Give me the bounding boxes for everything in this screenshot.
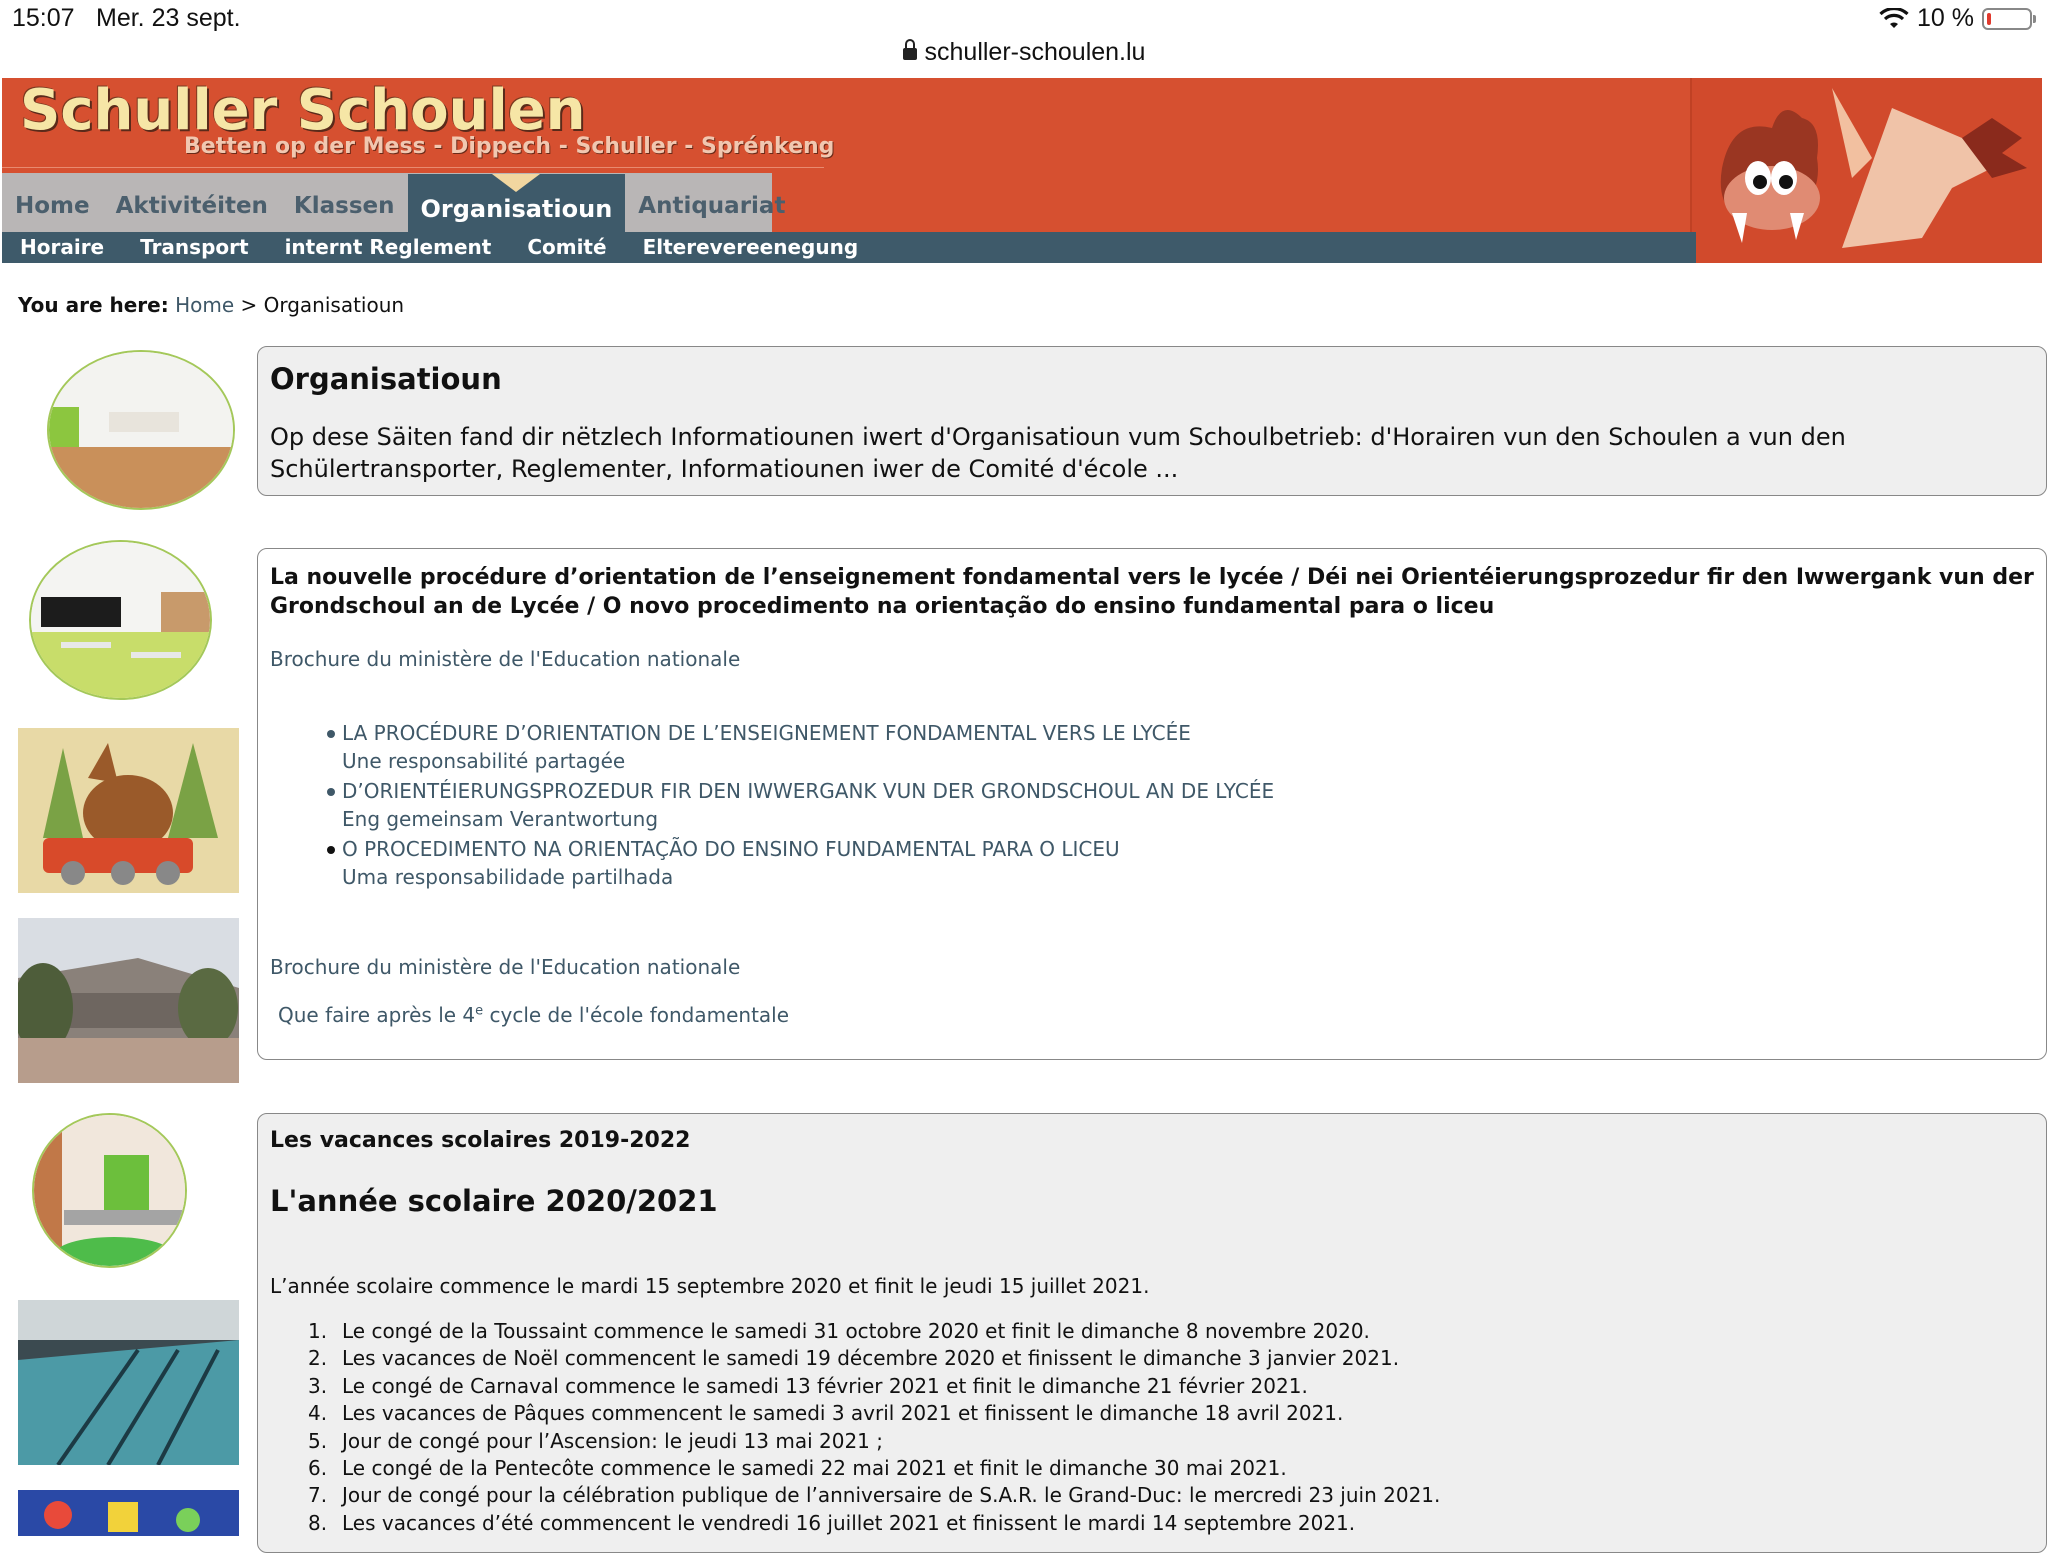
orientation-link-pt[interactable]: O PROCEDIMENTO NA ORIENTAÇÃO DO ENSINO FUNDAMENTAL PARA O LICEU — [342, 837, 1120, 861]
list-item: 7. Jour de congé pour la célébration publique de l’anniversaire de S.A.R. le Grand-Duc: le mercredi 23 juin 2021. — [308, 1483, 1441, 1508]
orientation-sub-pt: Uma responsabilidade partilhada — [342, 865, 674, 889]
main-nav — [2, 174, 798, 232]
orientation-sub-lu: Eng gemeinsam Verantwortung — [342, 807, 659, 831]
nav-organisatioun[interactable]: Organisatioun — [408, 174, 626, 232]
holiday-text: Le congé de la Pentecôte commence le samedi 22 mai 2021 et finit le dimanche 30 mai 2021. — [342, 1456, 1287, 1481]
reading-corner-photo — [32, 1113, 187, 1268]
holiday-text: Le congé de la Toussaint commence le samedi 31 octobre 2020 et finit le dimanche 8 novembre 2020. — [342, 1319, 1370, 1343]
subnav-horaire[interactable]: Horaire — [20, 235, 105, 259]
status-date: Mer. 23 sept. — [96, 4, 241, 32]
dragon-mascot-image — [1690, 78, 2042, 263]
holiday-text: Jour de congé pour la célébration publique de l’anniversaire de S.A.R. le Grand-Duc: le mercredi 23 juin 2021. — [342, 1483, 1441, 1508]
list-item: 5. Jour de congé pour l’Ascension: le jeudi 13 mai 2021 ; — [308, 1428, 883, 1453]
fox-drawing-image — [18, 728, 239, 893]
list-item: 3. Le congé de Carnaval commence le samedi 13 février 2021 et finit le dimanche 21 février 2021. — [308, 1373, 1308, 1398]
wifi-icon — [1879, 8, 1909, 30]
subnav-eltervereenegung[interactable]: Elterevereenegung — [642, 235, 859, 259]
breadcrumb-current: Organisatioun — [263, 293, 405, 317]
nav-antiquariat[interactable]: Antiquariat — [638, 193, 786, 219]
orientation-link-fr[interactable]: LA PROCÉDURE D’ORIENTATION DE L’ENSEIGNEMENT FONDAMENTAL VERS LE LYCÉE — [342, 721, 1191, 745]
status-bar — [0, 0, 2048, 40]
brochure-link-2[interactable]: Brochure du ministère de l'Education nationale — [270, 955, 741, 979]
swimming-pool-photo — [18, 1300, 239, 1465]
breadcrumb — [18, 293, 404, 317]
breadcrumb-separator: > — [240, 293, 258, 317]
lock-icon — [903, 48, 917, 60]
status-time: 15:07 — [12, 4, 75, 32]
holiday-text: Jour de congé pour l’Ascension: le jeudi 13 mai 2021 ; — [342, 1428, 883, 1453]
breadcrumb-home-link[interactable]: Home — [175, 293, 235, 317]
classroom-photo-1 — [47, 350, 235, 510]
site-header — [2, 78, 2042, 263]
status-right — [1879, 4, 2032, 33]
list-item[interactable] — [270, 835, 1970, 891]
nav-klassen[interactable]: Klassen — [293, 193, 395, 219]
site-subtitle: Betten op der Mess - Dippech - Schuller - Sprénkeng — [184, 134, 835, 159]
address-bar[interactable] — [0, 38, 2048, 78]
orientation-link-list — [270, 719, 1970, 893]
list-item: 2. Les vacances de Noël commencent le samedi 19 décembre 2020 et finissent le dimanche 3 janvier 2021. — [308, 1346, 1400, 1371]
header-divider — [2, 167, 824, 168]
orientation-link-lu[interactable]: D’ORIENTÉIERUNGSPROZEDUR FIR DEN IWWERGANK VUN DER GRONDSCHOUL AN DE LYCÉE — [342, 779, 1275, 803]
battery-percent: 10 % — [1917, 4, 1974, 32]
school-year-title: L'année scolaire 2020/2021 — [270, 1184, 718, 1218]
holiday-text: Le congé de Carnaval commence le samedi 13 février 2021 et finit le dimanche 21 février 2021. — [342, 1373, 1308, 1398]
holiday-text: Les vacances d’été commencent le vendredi 16 juillet 2021 et finissent le mardi 14 septembre 2021. — [342, 1510, 1356, 1535]
orientation-sub-fr: Une responsabilité partagée — [342, 749, 626, 773]
after-cycle-text-post: cycle de l'école fondamentale — [483, 1003, 790, 1027]
brochure-link-1[interactable]: Brochure du ministère de l'Education nationale — [270, 647, 741, 671]
orientation-box — [257, 548, 2047, 1060]
list-item: 4. Les vacances de Pâques commencent le samedi 3 avril 2021 et finissent le dimanche 18 avril 2021. — [308, 1401, 1344, 1426]
nav-aktiviteiten[interactable]: Aktivitéiten — [115, 193, 268, 219]
subnav-internt-reglement[interactable]: internt Reglement — [284, 235, 492, 259]
after-cycle-text-pre: Que faire après le 4 — [278, 1003, 476, 1027]
site-title[interactable]: Schuller Schoulen — [20, 78, 586, 143]
holiday-text: Les vacances de Noël commencent le samedi 19 décembre 2020 et finissent le dimanche 3 janvier 2021. — [342, 1346, 1400, 1371]
school-year-intro: L’année scolaire commence le mardi 15 septembre 2020 et finit le jeudi 15 juillet 2021. — [270, 1274, 1150, 1298]
holiday-list — [270, 1318, 2030, 1537]
after-cycle-link[interactable] — [278, 1003, 789, 1027]
school-building-photo — [18, 918, 239, 1083]
breadcrumb-label: You are here: — [18, 293, 169, 317]
vacances-box — [257, 1113, 2047, 1553]
vacances-title: Les vacances scolaires 2019-2022 — [270, 1128, 691, 1153]
list-item[interactable] — [270, 777, 1970, 833]
after-cycle-superscript: e — [475, 1003, 484, 1019]
dragon-mascot-icon — [1692, 78, 2042, 263]
orientation-title: La nouvelle procédure d’orientation de l’enseignement fondamental vers le lycée / Déi nei Orientéierungsprozedur fir den Iwwergank vun der Grondschoul an de Lycée / O novo procedimento na orientação do ensino fundamental para o liceu — [270, 565, 2034, 619]
url-text: schuller-schoulen.lu — [924, 38, 1146, 66]
list-item[interactable] — [270, 719, 1970, 775]
intro-box — [257, 346, 2047, 496]
list-item: 1. Le congé de la Toussaint commence le samedi 31 octobre 2020 et finit le dimanche 8 novembre 2020. — [308, 1319, 1370, 1343]
subnav-comite[interactable]: Comité — [527, 235, 607, 259]
list-item: 8. Les vacances d’été commencent le vendredi 16 juillet 2021 et finissent le mardi 14 septembre 2021. — [308, 1510, 1356, 1535]
colorful-drawing-image — [18, 1490, 239, 1536]
battery-icon — [1982, 8, 2032, 30]
list-item: 6. Le congé de la Pentecôte commence le samedi 22 mai 2021 et finit le dimanche 30 mai 2021. — [308, 1456, 1287, 1481]
nav-home[interactable]: Home — [15, 193, 90, 219]
holiday-text: Les vacances de Pâques commencent le samedi 3 avril 2021 et finissent le dimanche 18 avril 2021. — [342, 1401, 1344, 1426]
sub-nav — [2, 232, 1696, 263]
classroom-photo-2 — [29, 540, 212, 700]
subnav-transport[interactable]: Transport — [140, 235, 249, 259]
intro-title: Organisatioun — [270, 362, 502, 396]
intro-text: Op dese Säiten fand dir nëtzlech Informatiounen iwert d'Organisatioun vum Schoulbetrieb: d'Horairen vun den Schoulen a vun den Schülertransporter, Reglementer, Informatiounen iwer de Comité d'école ... — [270, 423, 1846, 483]
